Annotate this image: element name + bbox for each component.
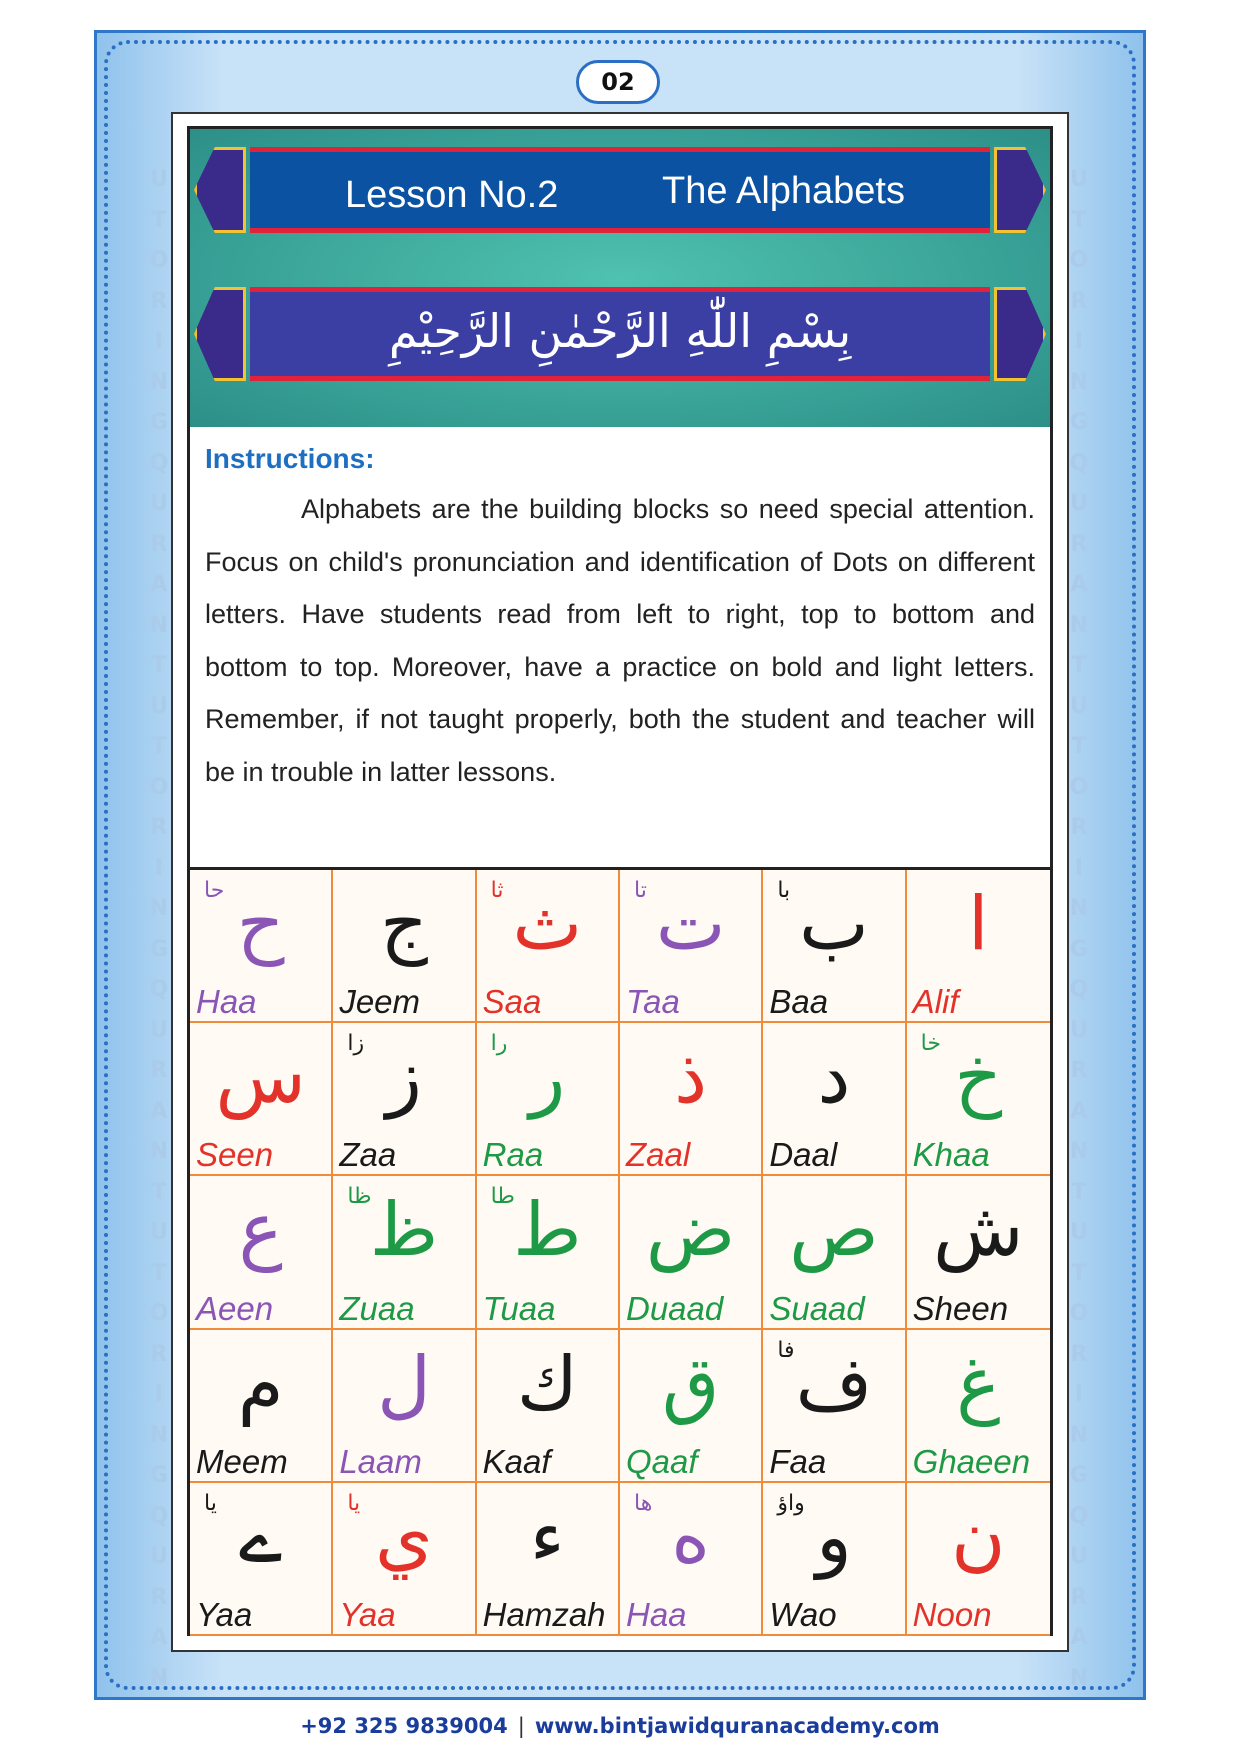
letter-glyph: ت [655, 881, 726, 967]
letter-name: Ghaeen [912, 1442, 1031, 1480]
letter-name: Aeen [196, 1289, 274, 1327]
letter-name: Khaa [912, 1136, 990, 1174]
letter-spelling: طا [490, 1184, 515, 1210]
page-number: 02 [576, 60, 660, 104]
letter-name: Faa [769, 1442, 827, 1480]
letter-name: Zaal [625, 1136, 691, 1174]
letter-glyph: ا [968, 881, 989, 967]
letter-spelling: ثا [490, 878, 504, 903]
letter-spelling: با [777, 878, 791, 903]
letter-cell [763, 1483, 906, 1636]
letter-glyph: ن [951, 1493, 1006, 1580]
letter-name: Saa [482, 983, 542, 1021]
alphabet-grid [190, 867, 1050, 1636]
letter-glyph: ع [238, 1187, 283, 1274]
letter-glyph: و [816, 1493, 852, 1580]
letter-glyph: م [237, 1340, 284, 1427]
letter-cell [763, 1330, 906, 1483]
letter-name: Kaaf [482, 1442, 551, 1480]
letter-glyph: ج [380, 881, 428, 967]
letter-cell [763, 1176, 906, 1329]
letter-spelling: یا [204, 1490, 217, 1516]
letter-glyph: ك [516, 1340, 578, 1427]
letter-name: Duaad [625, 1289, 724, 1327]
lesson-card [187, 126, 1053, 1636]
letter-name: Haa [196, 983, 257, 1021]
footer [0, 1714, 1240, 1738]
letter-name: Seen [196, 1136, 274, 1174]
footer-website[interactable]: www.bintjawidquranacademy.com [534, 1714, 940, 1738]
letter-name: Noon [912, 1595, 992, 1633]
letter-cell [620, 1483, 763, 1636]
letter-name: Zaa [339, 1136, 397, 1174]
instructions-body: Alphabets are the building blocks so need special attention. Focus on child's pronunciation and identification of Dots on different letters. Have students read from left to right, top to bottom and bottom to top. Moreover, have a practice on bold and light letters. Remember, if not taught properly, both the student and teacher will be in trouble in latter lessons. [205, 494, 1035, 787]
letter-glyph: ض [645, 1187, 736, 1274]
lesson-title: The Alphabets [662, 170, 905, 212]
letter-spelling: ھا [633, 1490, 653, 1516]
letter-cell [620, 1023, 763, 1176]
letter-name: Taa [625, 983, 680, 1021]
letter-cell [333, 1023, 476, 1176]
letter-cell [190, 870, 333, 1023]
letter-glyph: ح [236, 881, 285, 967]
letter-glyph: ظ [369, 1187, 439, 1274]
letter-cell [333, 870, 476, 1023]
letter-name: Alif [912, 983, 959, 1021]
letter-cell [333, 1483, 476, 1636]
letter-glyph: غ [956, 1340, 1001, 1427]
letter-glyph: د [817, 1034, 851, 1121]
letter-name: Baa [769, 983, 829, 1021]
letter-name: Yaa [196, 1595, 253, 1633]
letter-glyph: ص [789, 1187, 879, 1274]
letter-cell [477, 1023, 620, 1176]
ornament-left-icon [194, 147, 246, 233]
letter-name: Tuaa [482, 1289, 556, 1327]
letter-cell [333, 1330, 476, 1483]
letter-spelling: یا [347, 1490, 361, 1516]
letter-cell [190, 1023, 333, 1176]
letter-glyph: س [215, 1034, 306, 1121]
letter-name: Raa [482, 1136, 544, 1174]
letter-glyph: ش [933, 1187, 1024, 1274]
basmala-banner [250, 287, 990, 381]
instructions-section [205, 429, 1035, 798]
letter-cell [477, 1483, 620, 1636]
letter-cell [620, 1330, 763, 1483]
letter-glyph: ذ [674, 1034, 708, 1121]
side-watermark-left: U T O R I N G Q U R A N T U T O R I N G Q U R A N T U T O R I N G Q U R A N [149, 167, 169, 1691]
letter-name: Wao [769, 1595, 837, 1633]
letter-cell [907, 1483, 1050, 1636]
letter-cell [190, 1176, 333, 1329]
letter-cell [190, 1483, 333, 1636]
letter-cell [190, 1330, 333, 1483]
letter-glyph: ق [661, 1340, 720, 1427]
basmala-text: بِسْمِ اللّٰهِ الرَّحْمٰنِ الرَّحِیْمِ [388, 304, 852, 358]
letter-glyph: ث [512, 881, 583, 967]
letter-name: Laam [339, 1442, 422, 1480]
letter-cell [907, 1330, 1050, 1483]
ornament-left-icon [194, 287, 246, 381]
ornament-right-icon [994, 147, 1046, 233]
letter-glyph: ر [529, 1034, 566, 1121]
letter-name: Haa [625, 1595, 687, 1633]
letter-cell [477, 870, 620, 1023]
letter-cell [907, 870, 1050, 1023]
letter-cell [620, 870, 763, 1023]
letter-name: Meem [196, 1442, 288, 1480]
letter-name: Daal [769, 1136, 838, 1174]
letter-cell [907, 1023, 1050, 1176]
side-watermark-right: U T O R I N G Q U R A N T U T O R I N G Q U R A N T U T O R I N G Q U R A N [1069, 167, 1089, 1691]
letter-glyph: خ [954, 1034, 1003, 1121]
letter-spelling: ظا [347, 1184, 372, 1210]
letter-glyph: ه [671, 1493, 711, 1580]
letter-cell [477, 1330, 620, 1483]
lesson-banner [250, 147, 990, 233]
lesson-number: Lesson No.2 [345, 174, 559, 216]
letter-spelling: را [490, 1031, 508, 1057]
letter-cell [333, 1176, 476, 1329]
letter-glyph: ف [795, 1340, 873, 1427]
letter-spelling: حا [204, 878, 225, 903]
letter-glyph: ے [238, 1493, 283, 1580]
letter-spelling: زا [347, 1031, 365, 1057]
letter-name: Yaa [339, 1595, 396, 1633]
letter-name: Qaaf [625, 1442, 698, 1480]
ornament-right-icon [994, 287, 1046, 381]
letter-cell [763, 1023, 906, 1176]
letter-spelling: تا [633, 878, 647, 903]
letter-glyph: ب [799, 881, 869, 967]
letter-name: Sheen [912, 1289, 1009, 1327]
instructions-heading: Instructions: [205, 443, 375, 474]
letter-name: Hamzah [482, 1595, 606, 1633]
letter-glyph: ز [386, 1034, 422, 1121]
letter-spelling: خا [920, 1031, 941, 1057]
letter-glyph: ط [513, 1187, 582, 1274]
letter-name: Suaad [769, 1289, 865, 1327]
lesson-header [190, 129, 1050, 427]
footer-phone: +92 325 9839004 [300, 1714, 508, 1738]
letter-glyph: ي [375, 1493, 433, 1580]
letter-cell [477, 1176, 620, 1329]
letter-cell [763, 870, 906, 1023]
letter-name: Jeem [339, 983, 421, 1021]
letter-spelling: فا [777, 1337, 795, 1363]
letter-glyph: ء [529, 1493, 565, 1580]
footer-separator: | [517, 1714, 525, 1738]
letter-cell [907, 1176, 1050, 1329]
letter-name: Zuaa [339, 1289, 415, 1327]
letter-glyph: ل [377, 1340, 431, 1427]
letter-spelling: واؤ [777, 1490, 805, 1516]
letter-cell [620, 1176, 763, 1329]
